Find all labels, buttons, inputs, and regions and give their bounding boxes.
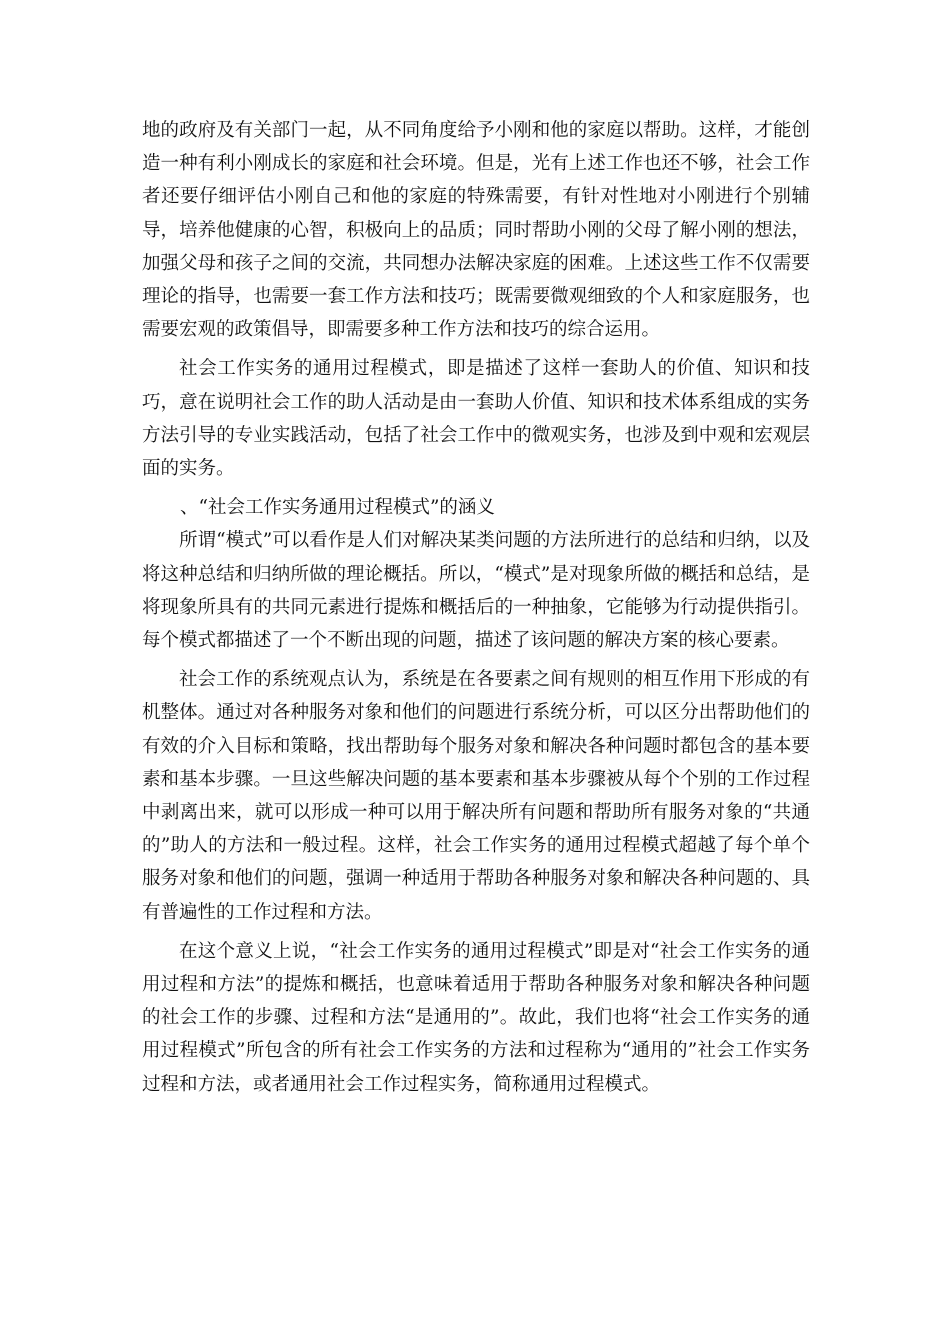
- section-heading: 、“社会工作实务通用过程模式”的涵义: [180, 497, 495, 519]
- paragraph-systems-view: 社会工作的系统观点认为，系统是在各要素之间有规则的相互作用下形成的有机整体。通过对各种服务对象和他们的问题进行系统分析，可以区分出帮助他们的有效的介入目标和策略，找出帮助每个服务对象和解决各种问题时都包含的基本要素和基本步骤。一旦这些解决问题的基本要素和基本步骤被从每个个别的工作过程中剥离出来，就可以形成一种可以用于解决所有问题和帮助所有服务对象的“共通的”助人的方法和一般过程。这样，社会工作实务的通用过程模式超越了每个单个服务对象和他们的问题，强调一种适用于帮助各种服务对象和解决各种问题的、具有普遍性的工作过程和方法。: [142, 669, 810, 923]
- paragraph-continued: 地的政府及有关部门一起，从不同角度给予小刚和他的家庭以帮助。这样，才能创造一种有利小刚成长的家庭和社会环境。但是，光有上述工作也还不够，社会工作者还要仔细评估小刚自己和他的家庭的特殊需要，有针对性地对小刚进行个别辅导，培养他健康的心智，积极向上的品质；同时帮助小刚的父母了解小刚的想法，加强父母和孩子之间的交流，共同想办法解决家庭的困难。上述这些工作不仅需要理论的指导，也需要一套工作方法和技巧；既需要微观细致的个人和家庭服务，也需要宏观的政策倡导，即需要多种工作方法和技巧的综合运用。: [142, 120, 810, 341]
- paragraph-meaning: 在这个意义上说，“社会工作实务的通用过程模式”即是对“社会工作实务的通用过程和方法”的提炼和概括，也意味着适用于帮助各种服务对象和解决各种问题的社会工作的步骤、过程和方法“是通用的”。故此，我们也将“社会工作实务的通用过程模式”所包含的所有社会工作实务的方法和过程称为“通用的”社会工作实务过程和方法，或者通用社会工作过程实务，简称通用过程模式。: [142, 940, 810, 1095]
- paragraph-model-definition: 所谓“模式”可以看作是人们对解决某类问题的方法所进行的总结和归纳，以及将这种总结和归纳所做的理论概括。所以，“模式”是对现象所做的概括和总结，是将现象所具有的共同元素进行提炼和概括后的一种抽象，它能够为行动提供指引。每个模式都描述了一个不断出现的问题，描述了该问题的解决方案的核心要素。: [142, 530, 810, 652]
- document-body: [142, 114, 810, 1107]
- paragraph-general-process-model: 社会工作实务的通用过程模式，即是描述了这样一套助人的价值、知识和技巧，意在说明社会工作的助人活动是由一套助人价值、知识和技术体系组成的实务方法引导的专业实践活动，包括了社会工作中的微观实务，也涉及到中观和宏观层面的实务。: [142, 358, 810, 480]
